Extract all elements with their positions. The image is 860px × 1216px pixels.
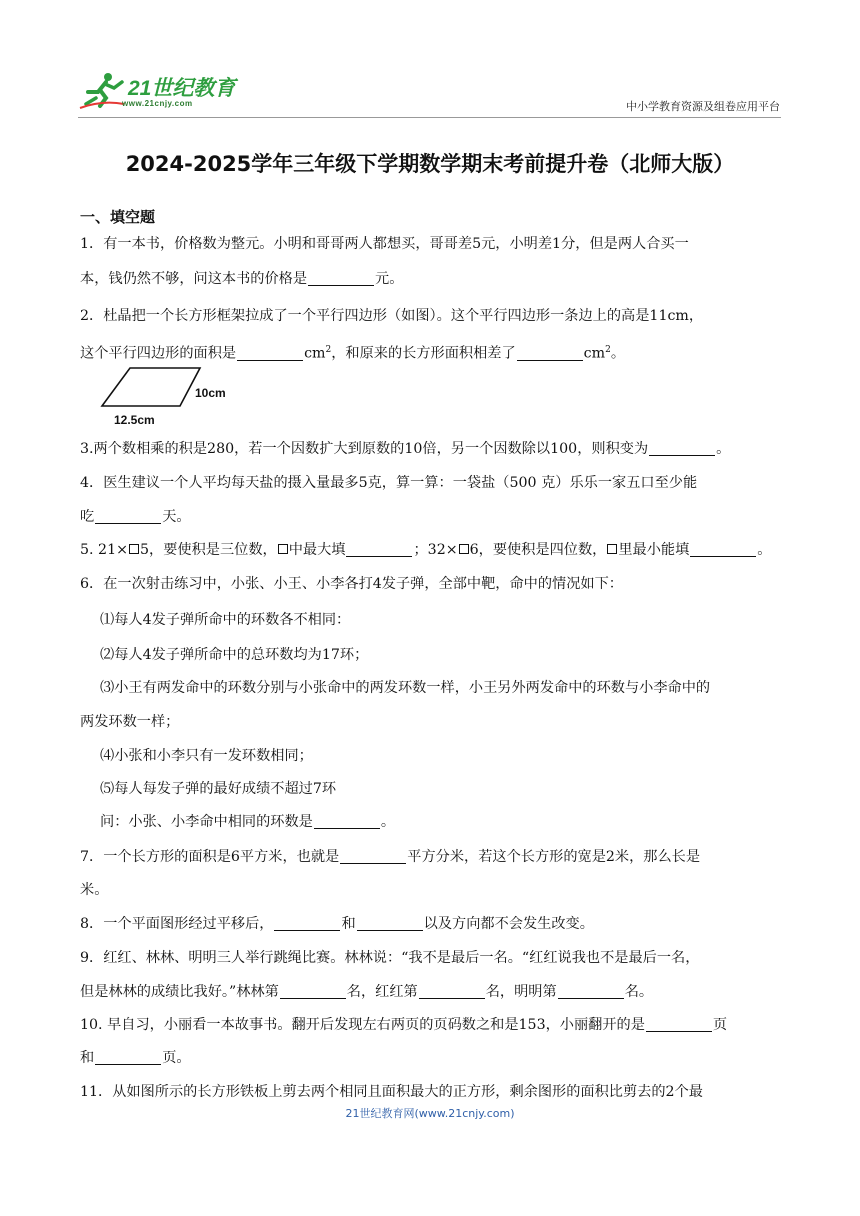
- q1-text-end: 元。: [375, 271, 404, 287]
- answer-blank[interactable]: [95, 1048, 161, 1065]
- fig-side-label: 10cm: [195, 386, 226, 400]
- q2-unit: cm: [583, 345, 606, 362]
- q5-text: 里最小能填: [618, 542, 690, 558]
- q2-unit-sup: 2: [605, 345, 611, 355]
- q8-text-end: 以及方向都不会发生改变。: [423, 916, 594, 932]
- logo-url: www.21cnjy.com: [122, 99, 193, 108]
- logo-text: 21世纪教育: [128, 77, 236, 100]
- q9-text-end: 名。: [624, 984, 654, 1000]
- box-placeholder: [607, 544, 617, 554]
- q9-text: 但是林林的成绩比我好。”林林第: [80, 984, 279, 1000]
- question-9-line-1: 9．红红、林林、明明三人举行跳绳比赛。林林说：“我不是最后一名。“红红说我也不是最后一名，: [80, 950, 700, 966]
- question-5: [80, 533, 780, 567]
- question-6-condition-4: ⑷小张和小李只有一发环数相同；: [100, 748, 313, 764]
- q5-text: ；32×: [413, 542, 458, 558]
- section-heading: 一、填空题: [80, 208, 156, 226]
- question-6-intro: 6．在一次射击练习中，小张、小王、小李各打4发子弹，全部中靶，命中的情况如下：: [80, 576, 623, 592]
- q2-text: 这个平行四边形的面积是: [80, 345, 237, 362]
- q7-text: 平方分米，若这个长方形的宽是2米，那么长是: [407, 849, 701, 865]
- question-9-line-2: [80, 975, 780, 1009]
- q4-text-end: 天。: [162, 509, 191, 525]
- question-10-line-1: [80, 1008, 780, 1042]
- answer-blank[interactable]: [308, 269, 374, 286]
- q10-text-end: 页。: [162, 1050, 191, 1066]
- question-6-condition-1: ⑴每人4发子弹所命中的环数各不相同：: [100, 612, 351, 628]
- q6-text-end: 。: [380, 814, 396, 830]
- box-placeholder: [459, 544, 469, 554]
- q9-text: 名，红红第: [346, 984, 418, 1000]
- answer-blank[interactable]: [95, 507, 161, 524]
- q8-text: 和: [341, 916, 356, 932]
- question-1-line-2: [80, 262, 780, 296]
- box-placeholder: [278, 544, 288, 554]
- question-6-condition-2: ⑵每人4发子弹所命中的总环数均为17环；: [100, 647, 369, 663]
- header-divider: [78, 117, 781, 118]
- q5-text: 中最大填: [288, 542, 346, 558]
- q7-text: 7．一个长方形的面积是6平方米，也就是: [80, 849, 340, 865]
- q4-text: 吃: [80, 509, 95, 525]
- page-footer: 21世纪教育网(www.21cnjy.com): [345, 1107, 515, 1120]
- platform-label: 中小学教育资源及组卷应用平台: [626, 100, 780, 113]
- q10-text: 页: [712, 1017, 728, 1033]
- q5-text-end: 。: [757, 542, 772, 558]
- answer-blank[interactable]: [419, 982, 485, 999]
- q2-text-end: 。: [610, 345, 626, 362]
- answer-blank[interactable]: [346, 540, 412, 557]
- question-7-line-1: [80, 840, 780, 874]
- answer-blank[interactable]: [274, 914, 340, 931]
- q3-text-end: 。: [716, 441, 731, 457]
- q5-text: 5，要使积是三位数，: [140, 542, 277, 558]
- answer-blank[interactable]: [340, 847, 406, 864]
- q1-text: 本，钱仍然不够，问这本书的价格是: [80, 271, 308, 287]
- answer-blank[interactable]: [558, 982, 624, 999]
- q8-text: 8．一个平面图形经过平移后，: [80, 916, 274, 932]
- question-4-line-1: 4．医生建议一个人平均每天盐的摄入量最多5克，算一算：一袋盐（500 克）乐乐一家五口至少能: [80, 475, 698, 491]
- q2-unit: cm: [304, 345, 326, 362]
- question-6-condition-5: ⑸每人每发子弹的最好成绩不超过7环: [100, 781, 337, 797]
- question-6-condition-3: ⑶小王有两发命中的环数分别与小张命中的两发环数一样，小王另外两发命中的环数与小李命中的: [100, 680, 711, 696]
- question-6-condition-3-cont: 两发环数一样；: [80, 714, 180, 730]
- answer-blank[interactable]: [237, 344, 303, 361]
- brand-logo: [78, 70, 258, 114]
- q5-text: 5. 21×: [80, 542, 128, 558]
- box-placeholder: [129, 544, 139, 554]
- question-11-line-1: 11．从如图所示的长方形铁板上剪去两个相同且面积最大的正方形，剩余图形的面积比剪去的2个最: [80, 1084, 703, 1100]
- question-4-line-2: [80, 500, 780, 534]
- answer-blank[interactable]: [357, 914, 423, 931]
- q3-text: 3.两个数相乘的积是280，若一个因数扩大到原数的10倍，另一个因数除以100，则积变为: [80, 441, 649, 457]
- question-2-line-1: 2．杜晶把一个长方形框架拉成了一个平行四边形（如图）。这个平行四边形一条边上的高是11cm，: [80, 308, 704, 324]
- question-8: [80, 907, 780, 941]
- q10-text: 10. 早自习，小丽看一本故事书。翻开后发现左右两页的页码数之和是153，小丽翻开的是: [80, 1017, 645, 1033]
- question-6-ask: [100, 805, 800, 839]
- answer-blank[interactable]: [280, 982, 346, 999]
- q5-text: 6，要使积是四位数，: [469, 542, 607, 558]
- question-1-line-1: 1．有一本书，价格数为整元。小明和哥哥两人都想买，哥哥差5元，小明差1分，但是两人合买一: [80, 236, 689, 252]
- fig-base-label: 12.5cm: [114, 413, 155, 427]
- answer-blank[interactable]: [646, 1015, 712, 1032]
- q2-unit-sup: 2: [325, 345, 332, 355]
- question-7-line-2: 米。: [80, 882, 109, 898]
- q9-text: 名，明明第: [485, 984, 557, 1000]
- answer-blank[interactable]: [517, 344, 583, 361]
- question-10-line-2: [80, 1041, 780, 1075]
- q6-text: 问：小张、小李命中相同的环数是: [100, 814, 313, 830]
- answer-blank[interactable]: [690, 540, 756, 557]
- answer-blank[interactable]: [649, 439, 715, 456]
- question-3: [80, 432, 780, 466]
- parallelogram-figure: [100, 366, 240, 432]
- q2-text-mid: ，和原来的长方形面积相差了: [331, 345, 516, 362]
- page-title: 2024-2025学年三年级下学期数学期末考前提升卷（北师大版）: [125, 152, 735, 176]
- runner-logo-icon: [78, 70, 126, 110]
- q10-text: 和: [80, 1050, 95, 1066]
- answer-blank[interactable]: [314, 812, 380, 829]
